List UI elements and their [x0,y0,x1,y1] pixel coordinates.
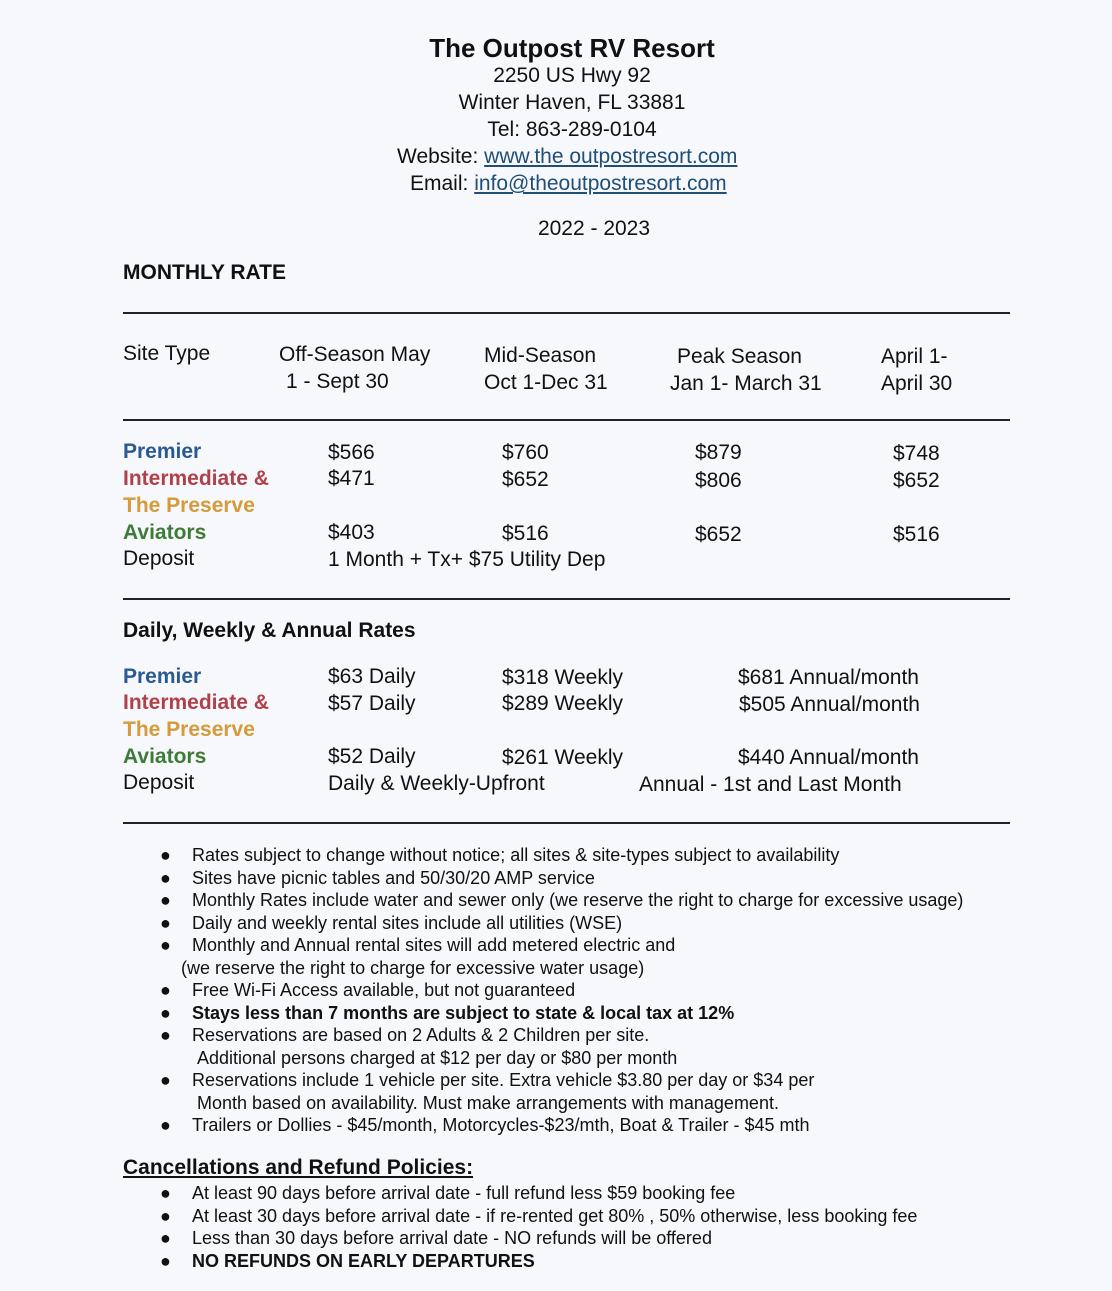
bullet-icon: ● [160,890,171,910]
monthly-aviators-april: $516 [893,523,940,546]
list-item [160,1024,1020,1047]
col-mid-season-line2: Oct 1-Dec 31 [484,371,608,394]
note-text: Reservations are based on 2 Adults & 2 Children per site. [192,1025,650,1045]
website-row [397,145,737,169]
monthly-premier-label: Premier [123,440,202,463]
col-site-type: Site Type [123,342,211,365]
dwa-deposit-annual: Annual - 1st and Last Month [639,773,902,796]
monthly-aviators-peak: $652 [695,523,742,546]
col-off-season-line1: Off-Season May [279,343,431,366]
bullet-icon: ● [160,1183,171,1203]
bullet-icon: ● [160,1070,171,1090]
col-peak-season-line1: Peak Season [677,345,802,368]
monthly-deposit-value: 1 Month + Tx+ $75 Utility Dep [328,548,606,571]
bullet-icon: ● [160,935,171,955]
dwa-intermediate-annual: $505 Annual/month [739,693,920,716]
policy-text: Less than 30 days before arrival date - NO refunds will be offered [192,1228,712,1248]
col-april-line2: April 30 [881,372,953,395]
divider [123,312,1010,314]
note-text: Month based on availability. Must make arrangements with management. [197,1092,779,1113]
list-item-continuation [160,1092,1020,1115]
policy-text: At least 90 days before arrival date - full refund less $59 booking fee [192,1183,736,1203]
dwa-premier-weekly: $318 Weekly [502,666,624,689]
bullet-icon: ● [160,1025,171,1045]
monthly-intermediate-mid: $652 [502,468,549,491]
list-item-continuation [160,1047,1020,1070]
note-text: Stays less than 7 months are subject to state & local tax at 12% [192,1002,735,1023]
dwa-intermediate-weekly: $289 Weekly [502,692,624,715]
col-april-line1: April 1- [881,345,948,368]
monthly-intermediate-april: $652 [893,469,940,492]
note-text: Additional persons charged at $12 per day or $80 per month [197,1047,678,1068]
dwa-preserve-label: The Preserve [123,718,255,741]
note-text: Monthly and Annual rental sites will add metered electric and [192,935,676,955]
divider [123,419,1010,421]
dwa-premier-label: Premier [123,665,202,688]
divider [123,822,1010,824]
monthly-deposit-label: Deposit [123,547,195,570]
note-text: Daily and weekly rental sites include all utilities (WSE) [192,912,623,933]
col-mid-season-line1: Mid-Season [484,344,597,367]
note-text: Sites have picnic tables and 50/30/20 AMP service [192,867,595,888]
email-link[interactable]: info@theoutpostresort.com [474,172,727,195]
email-row [410,172,727,196]
bullet-icon: ● [160,912,171,933]
dwa-deposit-label: Deposit [123,771,195,794]
list-item [160,1069,1020,1092]
policy-text: NO REFUNDS ON EARLY DEPARTURES [192,1250,535,1271]
rate-notes-list [160,844,1020,1137]
monthly-aviators-off: $403 [328,521,375,544]
bullet-icon: ● [160,980,171,1000]
dwa-aviators-annual: $440 Annual/month [738,746,919,769]
dwa-aviators-weekly: $261 Weekly [502,746,624,769]
list-item [160,867,1020,890]
telephone: Tel: 863-289-0104 [487,118,657,141]
dwa-aviators-label: Aviators [123,745,207,768]
dwa-intermediate-daily: $57 Daily [328,692,416,715]
monthly-premier-peak: $879 [695,441,742,464]
dwa-premier-annual: $681 Annual/month [738,666,919,689]
monthly-rate-heading: MONTHLY RATE [123,261,286,284]
address-line-1: 2250 US Hwy 92 [493,64,651,87]
policy-text: At least 30 days before arrival date - if re-rented get 80% , 50% otherwise, less booking fee [192,1205,918,1226]
monthly-aviators-mid: $516 [502,522,549,545]
list-item [160,1002,1020,1025]
cancellation-heading: Cancellations and Refund Policies: [123,1156,474,1179]
bullet-icon: ● [160,845,171,865]
bullet-icon: ● [160,867,171,888]
monthly-aviators-label: Aviators [123,521,207,544]
list-item [160,1227,1020,1250]
list-item [160,1250,1020,1273]
website-link[interactable]: www.the outpostresort.com [484,145,738,168]
dwa-aviators-daily: $52 Daily [328,745,416,768]
address-line-2: Winter Haven, FL 33881 [458,91,686,114]
bullet-icon: ● [160,1205,171,1226]
list-item [160,889,1020,912]
bullet-icon: ● [160,1228,171,1248]
note-text: Reservations include 1 vehicle per site. Extra vehicle $3.80 per day or $34 per [192,1070,815,1090]
note-text: Monthly Rates include water and sewer only (we reserve the right to charge for excessive usage) [192,890,964,910]
bullet-icon: ● [160,1002,171,1023]
monthly-premier-april: $748 [893,442,940,465]
list-item [160,1182,1020,1205]
website-label: Website: [397,145,485,168]
list-item [160,1114,1020,1137]
divider [123,598,1010,600]
email-label: Email: [410,172,475,195]
monthly-premier-mid: $760 [502,441,549,464]
note-text: Rates subject to change without notice; all sites & site-types subject to availability [192,845,840,865]
dwa-premier-daily: $63 Daily [328,665,416,688]
monthly-premier-off: $566 [328,441,375,464]
col-peak-season-line2: Jan 1- March 31 [670,372,822,395]
note-text: Free Wi-Fi Access available, but not guaranteed [192,980,576,1000]
monthly-intermediate-peak: $806 [695,469,742,492]
list-item [160,912,1020,935]
note-text: (we reserve the right to charge for excessive water usage) [181,957,645,978]
bullet-icon: ● [160,1115,171,1135]
note-text: Trailers or Dollies - $45/month, Motorcycles-$23/mth, Boat & Trailer - $45 mth [192,1115,810,1135]
monthly-intermediate-off: $471 [328,467,375,490]
list-item [160,979,1020,1002]
dwa-deposit-daily-weekly: Daily & Weekly-Upfront [328,772,545,795]
monthly-preserve-label: The Preserve [123,494,255,517]
dwa-intermediate-label: Intermediate & [123,691,269,714]
page-title: The Outpost RV Resort [429,33,715,63]
list-item [160,1205,1020,1228]
col-off-season-line2: 1 - Sept 30 [286,370,389,393]
bullet-icon: ● [160,1250,171,1271]
season-years: 2022 - 2023 [537,217,651,240]
monthly-intermediate-label: Intermediate & [123,467,269,490]
dwa-heading: Daily, Weekly & Annual Rates [123,619,416,642]
list-item [160,934,1020,957]
cancellation-list [160,1182,1020,1272]
list-item-continuation [160,957,1020,980]
list-item [160,844,1020,867]
